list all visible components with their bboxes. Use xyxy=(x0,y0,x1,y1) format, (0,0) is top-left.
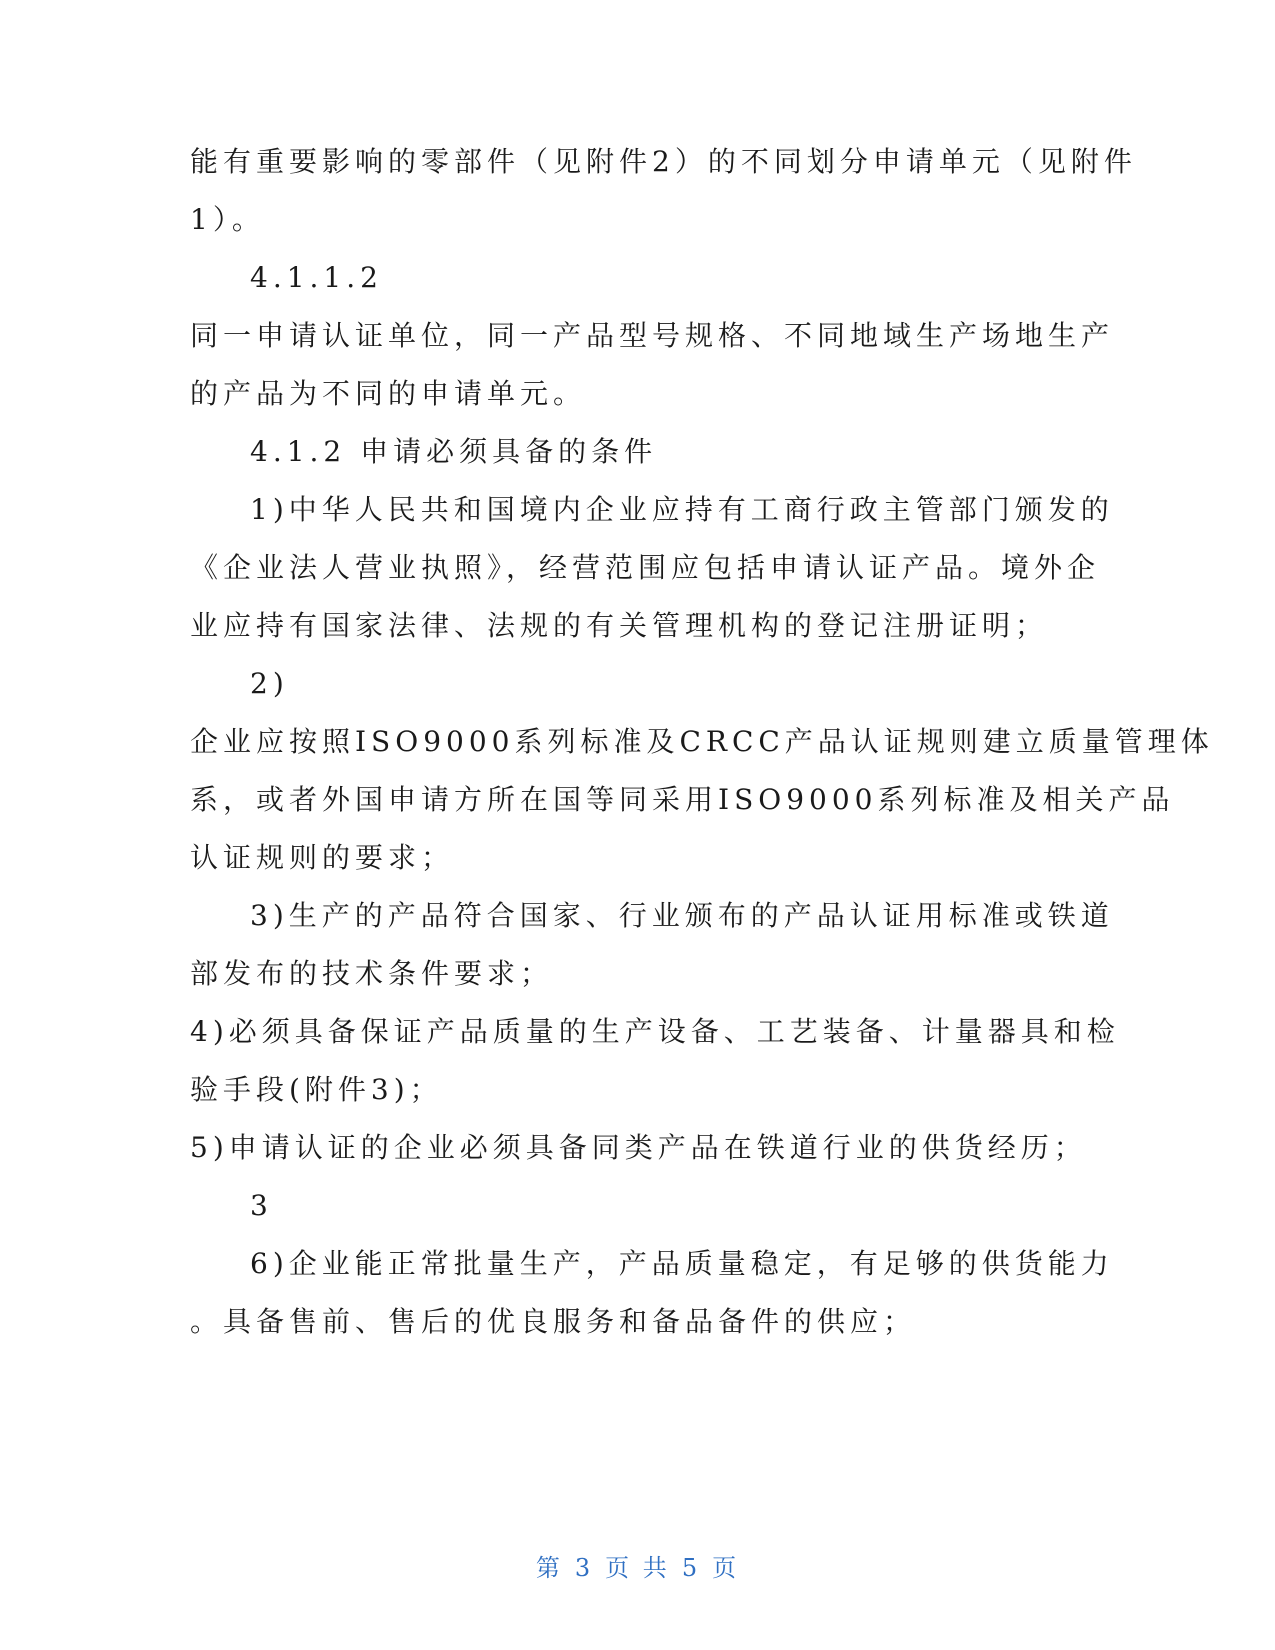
condition-1-line-1: 1)中华人民共和国境内企业应持有工商行政主管部门颁发的 xyxy=(250,493,1114,526)
section-heading-4-1-2: 4.1.2 申请必须具备的条件 xyxy=(250,435,658,468)
condition-4-line-2: 验手段(附件3)； xyxy=(190,1073,443,1106)
condition-2-line-2: 系，或者外国申请方所在国等同采用ISO9000系列标准及相关产品 xyxy=(190,783,1175,816)
condition-6-line-2: 。具备售前、售后的优良服务和备品备件的供应； xyxy=(190,1305,917,1338)
condition-3-line-1: 3)生产的产品符合国家、行业颁布的产品认证用标准或铁道 xyxy=(250,899,1114,932)
footer-middle: 页 共 xyxy=(605,1554,670,1582)
text-line-2: 1）。 xyxy=(190,203,265,236)
condition-6-line-1: 6)企业能正常批量生产，产品质量稳定，有足够的供货能力 xyxy=(250,1247,1114,1280)
condition-3-line-2: 部发布的技术条件要求； xyxy=(190,957,554,990)
footer-prefix: 第 xyxy=(535,1554,563,1582)
section-number-4-1-1-2: 4.1.1.2 xyxy=(250,261,383,294)
condition-5-line-1: 5)申请认证的企业必须具备同类产品在铁道行业的供货经历； xyxy=(190,1131,1087,1164)
text-line-4: 同一申请认证单位，同一产品型号规格、不同地域生产场地生产 xyxy=(190,319,1115,352)
condition-1-line-2: 《企业法人营业执照》，经营范围应包括申请认证产品。境外企 xyxy=(190,551,1101,584)
page-footer xyxy=(0,1548,1275,1583)
footer-current-page: 3 xyxy=(574,1554,594,1582)
text-line-5: 的产品为不同的申请单元。 xyxy=(190,377,587,410)
inline-page-number: 3 xyxy=(250,1189,273,1222)
text-line-1: 能有重要影响的零部件（见附件2）的不同划分申请单元（见附件 xyxy=(190,145,1137,178)
footer-total-pages: 5 xyxy=(681,1554,701,1582)
condition-2-line-3: 认证规则的要求； xyxy=(190,841,455,874)
condition-2-line-1: 企业应按照ISO9000系列标准及CRCC产品认证规则建立质量管理体 xyxy=(190,725,1214,758)
footer-suffix: 页 xyxy=(712,1554,740,1582)
condition-2-number: 2) xyxy=(250,667,289,700)
condition-1-line-3: 业应持有国家法律、法规的有关管理机构的登记注册证明； xyxy=(190,609,1049,642)
condition-4-line-1: 4)必须具备保证产品质量的生产设备、工艺装备、计量器具和检 xyxy=(190,1015,1120,1048)
